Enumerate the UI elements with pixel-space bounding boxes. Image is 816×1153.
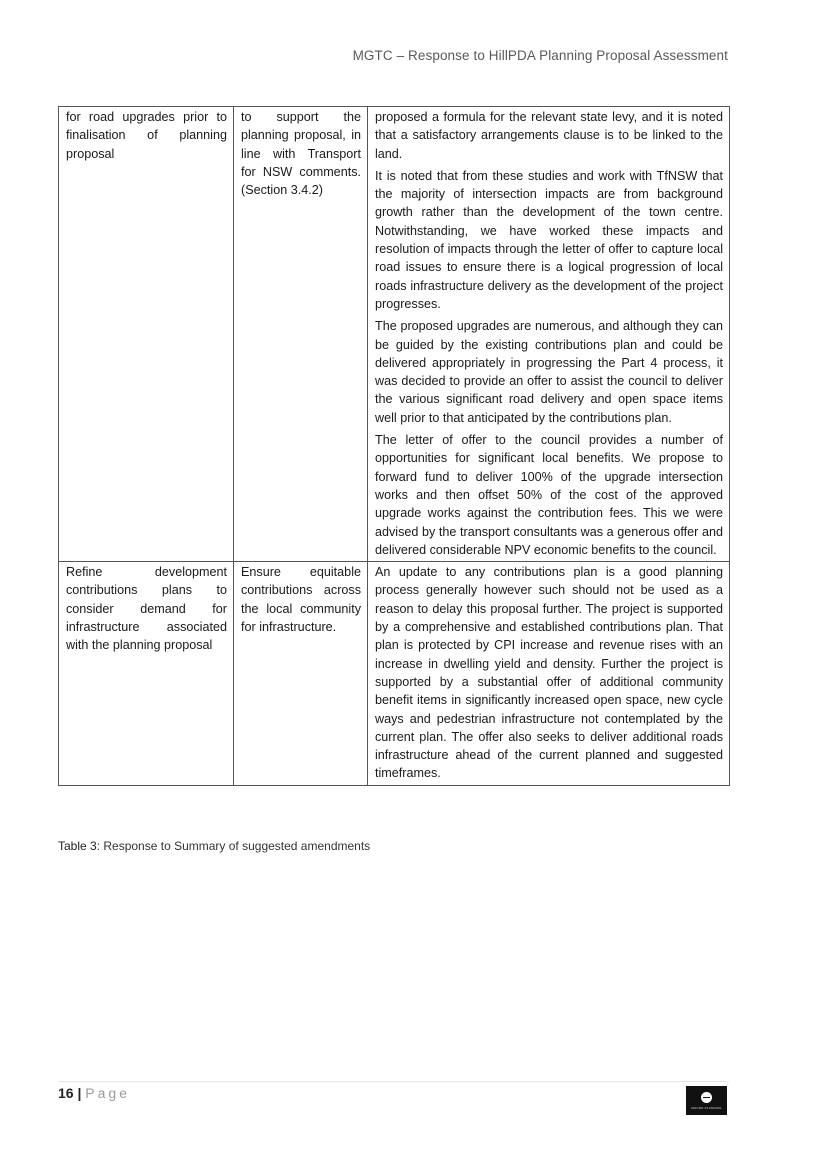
response-paragraph: The letter of offer to the council provides a number of opportunities for significant local benefits. We propose to forward fund to deliver 100% of the upgrade intersection works and then offset 50% of the cost of the approved upgrade works against the contribution fees. This we were advised by the transport consultants was a generous offer and delivered considerable NPV economic benefits to the council. <box>375 433 723 557</box>
table-cell-response <box>368 107 730 562</box>
page-footer <box>58 1085 130 1101</box>
response-table <box>58 106 730 786</box>
table-caption <box>58 839 370 853</box>
table-caption-text: : Response to Summary of suggested amendments <box>96 839 371 853</box>
company-logo <box>686 1086 727 1115</box>
table-caption-label: Table 3 <box>58 839 97 853</box>
page-header-title: MGTC – Response to HillPDA Planning Proposal Assessment <box>352 48 728 63</box>
response-paragraph: An update to any contributions plan is a good planning process generally however such should not be used as a reason to delay this proposal further. The project is supported by a comprehensive and established contributions plan. That plan is protected by CPI increase and revenue rises with an increase in dwelling yield and density. Further the project is supported by a substantial offer of additional community benefit items in significantly increased open space, new cycle ways and pedestrian infrastructure not contemplated by the current plan. The offer also seeks to deliver additional roads infrastructure ahead of the current planned and suggested timeframes. <box>375 565 723 781</box>
logo-mark-icon <box>701 1092 712 1103</box>
table-cell-amendment: for road upgrades prior to finalisation of planning proposal <box>59 107 234 562</box>
response-paragraph: The proposed upgrades are numerous, and although they can be guided by the existing contributions plan and could be delivered appropriately in progressing the Part 4 process, it was decided to provide an offer to assist the council to deliver the various significant road delivery and open space items well prior to that anticipated by the contributions plan. <box>375 319 723 425</box>
table-row <box>59 562 730 786</box>
response-paragraph: It is noted that from these studies and work with TfNSW that the majority of intersection impacts are from background growth rather than the development of the town centre. Notwithstanding, we have worked these impacts and resolution of impacts through the letter of offer to capture local road issues to ensure there is a logical progression of local roads infrastructure delivery as the development of the project progresses. <box>375 168 723 311</box>
response-paragraph: proposed a formula for the relevant state levy, and it is noted that a satisfactory arrangements clause is to be linked to the land. <box>375 110 723 161</box>
table-cell-response <box>368 562 730 786</box>
table-cell-purpose: Ensure equitable contributions across the local community for infrastructure. <box>234 562 368 786</box>
page-number: 16 <box>58 1085 74 1101</box>
table-row <box>59 107 730 562</box>
table-cell-amendment: Refine development contributions plans to consider demand for infrastructure associated with the planning proposal <box>59 562 234 786</box>
footer-divider <box>58 1081 729 1082</box>
page-label: Page <box>85 1085 130 1101</box>
table-cell-purpose: to support the planning proposal, in line with Transport for NSW comments. (Section 3.4.2) <box>234 107 368 562</box>
page-separator: | <box>73 1085 86 1101</box>
logo-text: MACRO PLANNING <box>691 1105 722 1110</box>
